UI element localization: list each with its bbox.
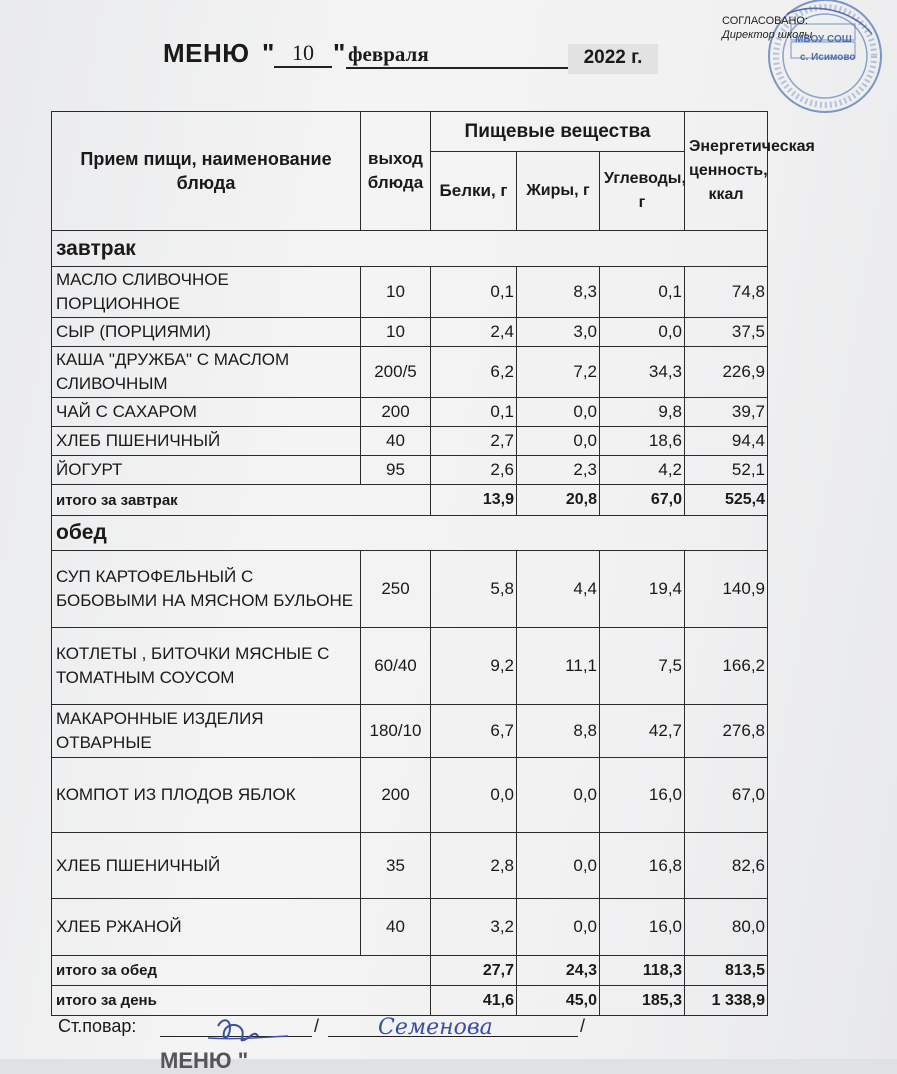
total-energy: 525,4 <box>685 485 768 516</box>
dish-yield: 10 <box>361 267 431 318</box>
lunch-total-row <box>52 956 768 986</box>
col-header-dish: Прием пищи, наименование блюда <box>52 112 361 231</box>
dish-carbs: 16,0 <box>600 899 685 956</box>
slash-separator: / <box>580 1016 586 1036</box>
total-label: итого за обед <box>52 956 431 986</box>
stamp-village-text: с. Исимово <box>800 52 856 63</box>
dish-carbs: 4,2 <box>600 456 685 485</box>
day-total-row <box>52 986 768 1016</box>
next-page-hint: МЕНЮ " <box>160 1048 249 1073</box>
dish-protein: 0,1 <box>431 267 517 318</box>
dish-yield: 35 <box>361 833 431 899</box>
table-row <box>52 347 768 398</box>
total-fat: 24,3 <box>517 956 600 986</box>
dish-energy: 52,1 <box>685 456 768 485</box>
dish-carbs: 19,4 <box>600 551 685 628</box>
table-row <box>52 427 768 456</box>
col-header-nutrients: Пищевые вещества <box>431 112 685 152</box>
dish-name: МАКАРОННЫЕ ИЗДЕЛИЯ ОТВАРНЫЕ <box>52 705 361 758</box>
table-row <box>52 705 768 758</box>
dish-protein: 9,2 <box>431 628 517 705</box>
dish-yield: 180/10 <box>361 705 431 758</box>
dish-protein: 6,7 <box>431 705 517 758</box>
dish-yield: 10 <box>361 318 431 347</box>
dish-carbs: 7,5 <box>600 628 685 705</box>
quote-open: " <box>262 38 275 68</box>
table-row <box>52 833 768 899</box>
col-header-energy: Энергетическая ценность, ккал <box>685 112 768 231</box>
dish-protein: 2,6 <box>431 456 517 485</box>
dish-carbs: 42,7 <box>600 705 685 758</box>
dish-carbs: 16,8 <box>600 833 685 899</box>
total-label: итого за завтрак <box>52 485 431 516</box>
dish-protein: 6,2 <box>431 347 517 398</box>
dish-name: СУП КАРТОФЕЛЬНЫЙ С БОБОВЫМИ НА МЯСНОМ БУЛЬОНЕ <box>52 551 361 628</box>
slash-separator: / <box>314 1016 320 1036</box>
menu-title: МЕНЮ <box>163 38 250 68</box>
col-header-carbs: Углеводы, г <box>600 152 685 231</box>
table-row <box>52 318 768 347</box>
approval-director: Директор школы <box>722 29 813 41</box>
cook-signature-block <box>58 1015 586 1040</box>
menu-day: 10 <box>274 40 332 68</box>
quote-close: " <box>333 38 346 68</box>
table-row <box>52 267 768 318</box>
dish-energy: 80,0 <box>685 899 768 956</box>
dish-carbs: 16,0 <box>600 758 685 833</box>
dish-energy: 74,8 <box>685 267 768 318</box>
dish-protein: 5,8 <box>431 551 517 628</box>
table-row <box>52 456 768 485</box>
table-row <box>52 899 768 956</box>
dish-protein: 3,2 <box>431 899 517 956</box>
approval-heading: СОГЛАСОВАНО: <box>722 15 809 27</box>
dish-yield: 95 <box>361 456 431 485</box>
dish-fat: 0,0 <box>517 899 600 956</box>
section-title: завтрак <box>52 231 768 267</box>
total-fat: 20,8 <box>517 485 600 516</box>
table-row <box>52 398 768 427</box>
dish-energy: 94,4 <box>685 427 768 456</box>
total-protein: 27,7 <box>431 956 517 986</box>
total-carbs: 118,3 <box>600 956 685 986</box>
dish-fat: 0,0 <box>517 398 600 427</box>
section-title: обед <box>52 516 768 551</box>
menu-table <box>51 111 815 1016</box>
total-energy: 813,5 <box>685 956 768 986</box>
dish-yield: 250 <box>361 551 431 628</box>
dish-name: ЙОГУРТ <box>52 456 361 485</box>
menu-header <box>0 0 897 110</box>
dish-name: КОТЛЕТЫ , БИТОЧКИ МЯСНЫЕ С ТОМАТНЫМ СОУСОМ <box>52 628 361 705</box>
dish-carbs: 9,8 <box>600 398 685 427</box>
total-carbs: 67,0 <box>600 485 685 516</box>
total-protein: 13,9 <box>431 485 517 516</box>
dish-fat: 2,3 <box>517 456 600 485</box>
dish-carbs: 34,3 <box>600 347 685 398</box>
dish-protein: 0,1 <box>431 398 517 427</box>
menu-month: февраля <box>346 42 568 69</box>
section-lunch <box>52 516 768 551</box>
total-carbs: 185,3 <box>600 986 685 1016</box>
nutrition-table <box>51 111 815 1016</box>
header-row-1 <box>52 112 768 152</box>
dish-fat: 4,4 <box>517 551 600 628</box>
dish-fat: 8,8 <box>517 705 600 758</box>
dish-energy: 140,9 <box>685 551 768 628</box>
dish-name: СЫР (ПОРЦИЯМИ) <box>52 318 361 347</box>
total-fat: 45,0 <box>517 986 600 1016</box>
signature-name: Семенова <box>378 1015 493 1040</box>
dish-yield: 40 <box>361 427 431 456</box>
dish-fat: 3,0 <box>517 318 600 347</box>
dish-energy: 39,7 <box>685 398 768 427</box>
table-row <box>52 758 768 833</box>
dish-fat: 11,1 <box>517 628 600 705</box>
dish-fat: 0,0 <box>517 833 600 899</box>
dish-protein: 2,8 <box>431 833 517 899</box>
dish-energy: 166,2 <box>685 628 768 705</box>
dish-carbs: 0,0 <box>600 318 685 347</box>
col-header-protein: Белки, г <box>431 152 517 231</box>
dish-energy: 67,0 <box>685 758 768 833</box>
col-header-yield: выход блюда <box>361 112 431 231</box>
dish-yield: 200/5 <box>361 347 431 398</box>
dish-energy: 226,9 <box>685 347 768 398</box>
table-row <box>52 628 768 705</box>
dish-name: КОМПОТ ИЗ ПЛОДОВ ЯБЛОК <box>52 758 361 833</box>
dish-name: МАСЛО СЛИВОЧНОЕ ПОРЦИОННОЕ <box>52 267 361 318</box>
total-energy: 1 338,9 <box>685 986 768 1016</box>
dish-energy: 82,6 <box>685 833 768 899</box>
total-label: итого за день <box>52 986 431 1016</box>
dish-energy: 276,8 <box>685 705 768 758</box>
dish-fat: 0,0 <box>517 758 600 833</box>
dish-yield: 200 <box>361 398 431 427</box>
col-header-fat: Жиры, г <box>517 152 600 231</box>
dish-fat: 8,3 <box>517 267 600 318</box>
handwritten-signature-icon <box>208 1012 628 1048</box>
dish-fat: 7,2 <box>517 347 600 398</box>
dish-yield: 200 <box>361 758 431 833</box>
breakfast-total-row <box>52 485 768 516</box>
dish-name: ХЛЕБ РЖАНОЙ <box>52 899 361 956</box>
dish-carbs: 18,6 <box>600 427 685 456</box>
dish-protein: 2,7 <box>431 427 517 456</box>
total-protein: 41,6 <box>431 986 517 1016</box>
dish-protein: 2,4 <box>431 318 517 347</box>
dish-carbs: 0,1 <box>600 267 685 318</box>
cook-label: Ст.повар: <box>58 1016 137 1036</box>
section-breakfast <box>52 231 768 267</box>
stamp-org-text: МБОУ СОШ <box>795 34 852 45</box>
dish-protein: 0,0 <box>431 758 517 833</box>
dish-fat: 0,0 <box>517 427 600 456</box>
dish-name: ХЛЕБ ПШЕНИЧНЫЙ <box>52 427 361 456</box>
dish-energy: 37,5 <box>685 318 768 347</box>
dish-name: ЧАЙ С САХАРОМ <box>52 398 361 427</box>
menu-year: 2022 г. <box>568 44 658 74</box>
dish-yield: 40 <box>361 899 431 956</box>
dish-yield: 60/40 <box>361 628 431 705</box>
dish-name: ХЛЕБ ПШЕНИЧНЫЙ <box>52 833 361 899</box>
table-row <box>52 551 768 628</box>
dish-name: КАША "ДРУЖБА" С МАСЛОМ СЛИВОЧНЫМ <box>52 347 361 398</box>
